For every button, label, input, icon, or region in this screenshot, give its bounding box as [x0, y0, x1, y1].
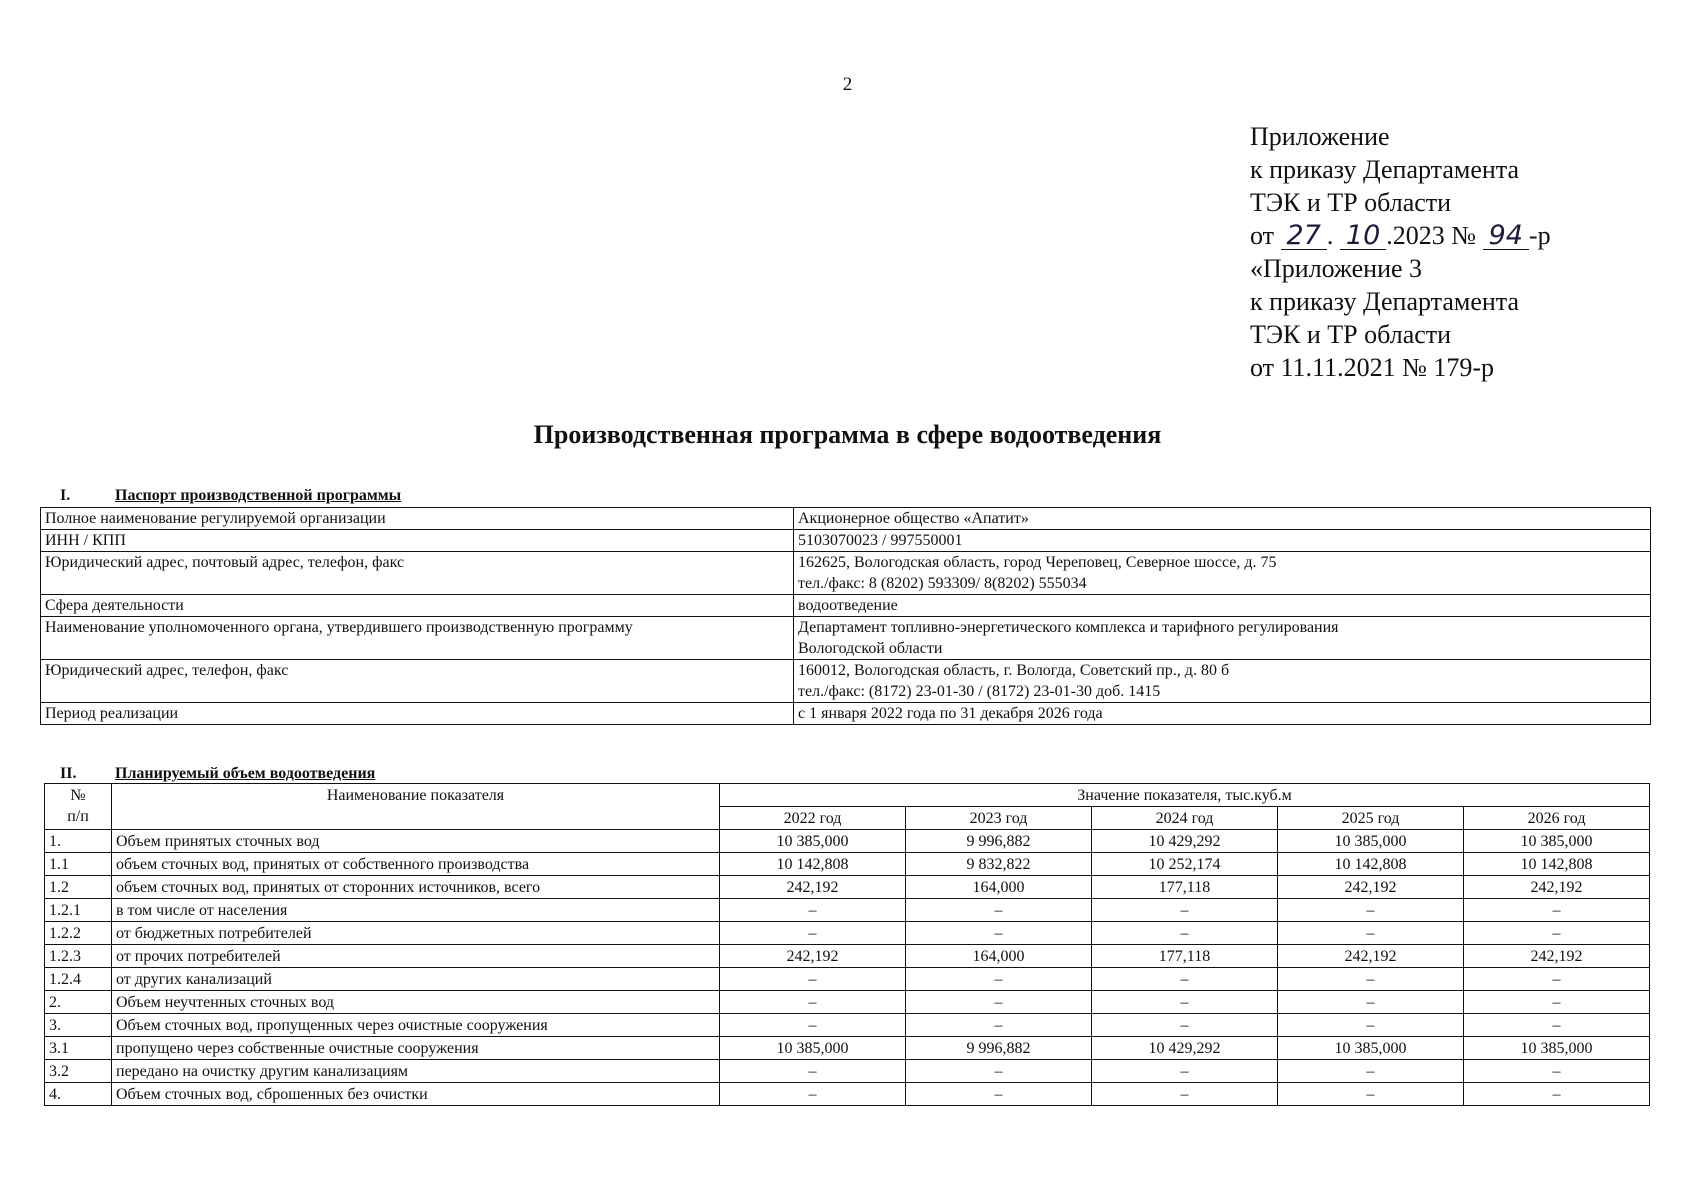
table-row — [45, 1014, 1650, 1037]
row-value: – — [906, 991, 1092, 1014]
row-number: 2. — [45, 991, 112, 1014]
row-value: – — [1278, 968, 1464, 991]
row-value: – — [906, 899, 1092, 922]
passport-value: 160012, Вологодская область, г. Вологда, Советский пр., д. 80 б тел./факс: (8172) 23-01-30 / (8172) 23-01-30 доб. 1415 — [794, 660, 1651, 703]
header-year: 2026 год — [1464, 807, 1650, 830]
row-value: – — [906, 1014, 1092, 1037]
table-row — [45, 968, 1650, 991]
row-value: 10 142,808 — [1464, 853, 1650, 876]
row-number: 4. — [45, 1083, 112, 1106]
passport-row — [41, 552, 1651, 595]
appendix-line: к приказу Департамента — [1250, 155, 1520, 184]
passport-label: Юридический адрес, телефон, факс — [41, 660, 794, 703]
row-value: 242,192 — [1464, 876, 1650, 899]
row-value: 10 385,000 — [1464, 830, 1650, 853]
appendix-line: Приложение — [1250, 122, 1390, 151]
row-value: – — [1464, 991, 1650, 1014]
passport-table — [40, 507, 1651, 725]
row-number: 1. — [45, 830, 112, 853]
order-suffix: -р — [1528, 221, 1551, 250]
row-value: 242,192 — [1464, 945, 1650, 968]
header-number-symbol: № — [70, 787, 86, 804]
row-value: 177,118 — [1092, 876, 1278, 899]
section-number: II. — [60, 765, 77, 782]
passport-row — [41, 530, 1651, 552]
row-name: объем сточных вод, принятых от сторонних источников, всего — [112, 876, 720, 899]
row-value: – — [906, 922, 1092, 945]
header-number — [45, 784, 112, 830]
row-value: – — [1092, 968, 1278, 991]
row-value: 10 385,000 — [720, 830, 906, 853]
row-number: 1.1 — [45, 853, 112, 876]
passport-row — [41, 660, 1651, 703]
passport-value: 5103070023 / 997550001 — [794, 530, 1651, 552]
header-number-abbr: п/п — [67, 808, 89, 825]
header-indicator-name: Наименование показателя — [112, 784, 720, 830]
row-name: Объем неучтенных сточных вод — [112, 991, 720, 1014]
row-value: 10 385,000 — [720, 1037, 906, 1060]
row-value: – — [1464, 899, 1650, 922]
appendix-line: от 11.11.2021 № 179-р — [1250, 353, 1495, 382]
header-year: 2023 год — [906, 807, 1092, 830]
row-value: 242,192 — [720, 945, 906, 968]
row-value: – — [1464, 1083, 1650, 1106]
order-year: .2023 № — [1386, 221, 1477, 250]
section-2-heading — [60, 765, 375, 783]
passport-row — [41, 617, 1651, 660]
row-value: 9 832,822 — [906, 853, 1092, 876]
table-row — [45, 1083, 1650, 1106]
header-year: 2025 год — [1278, 807, 1464, 830]
passport-value: 162625, Вологодская область, город Череповец, Северное шоссе, д. 75 тел./факс: 8 (8202) 593309/ 8(8202) 555034 — [794, 552, 1651, 595]
row-value: – — [1092, 991, 1278, 1014]
row-number: 3. — [45, 1014, 112, 1037]
row-name: Объем принятых сточных вод — [112, 830, 720, 853]
row-number: 1.2.4 — [45, 968, 112, 991]
row-value: 9 996,882 — [906, 830, 1092, 853]
passport-value: Департамент топливно-энергетического комплекса и тарифного регулирования Вологодской области — [794, 617, 1651, 660]
row-value: – — [1092, 1083, 1278, 1106]
row-name: Объем сточных вод, сброшенных без очистки — [112, 1083, 720, 1106]
row-value: – — [1278, 1083, 1464, 1106]
row-name: от прочих потребителей — [112, 945, 720, 968]
row-number: 1.2.2 — [45, 922, 112, 945]
row-value: – — [1092, 1060, 1278, 1083]
appendix-line: к приказу Департамента — [1250, 287, 1520, 316]
passport-label: ИНН / КПП — [41, 530, 794, 552]
row-value: – — [1464, 1060, 1650, 1083]
passport-row — [41, 508, 1651, 530]
appendix-order-line — [1250, 219, 1551, 252]
passport-row — [41, 703, 1651, 725]
row-name: от других канализаций — [112, 968, 720, 991]
row-number: 1.2 — [45, 876, 112, 899]
row-value: – — [906, 1083, 1092, 1106]
row-name: от бюджетных потребителей — [112, 922, 720, 945]
appendix-line: «Приложение 3 — [1250, 254, 1423, 283]
row-value: – — [1278, 899, 1464, 922]
row-value: 10 385,000 — [1464, 1037, 1650, 1060]
document-title: Производственная программа в сфере водоотведения — [533, 420, 1162, 449]
row-value: – — [1464, 922, 1650, 945]
row-name: объем сточных вод, принятых от собственного производства — [112, 853, 720, 876]
passport-label: Юридический адрес, почтовый адрес, телефон, факс — [41, 552, 794, 595]
row-value: – — [906, 968, 1092, 991]
order-prefix: от — [1250, 221, 1275, 250]
row-value: – — [1092, 1014, 1278, 1037]
handwritten-number: 94 — [1483, 223, 1529, 250]
row-value: – — [1278, 991, 1464, 1014]
row-value: 10 142,808 — [720, 853, 906, 876]
appendix-line: ТЭК и ТР области — [1250, 320, 1452, 349]
row-value: – — [720, 991, 906, 1014]
row-value: 177,118 — [1092, 945, 1278, 968]
header-year: 2022 год — [720, 807, 906, 830]
table-row — [45, 1060, 1650, 1083]
table-row — [45, 899, 1650, 922]
row-value: 242,192 — [1278, 945, 1464, 968]
row-value: – — [1464, 1014, 1650, 1037]
section-title: Планируемый объем водоотведения — [115, 765, 376, 782]
row-value: 10 385,000 — [1278, 1037, 1464, 1060]
row-name: Объем сточных вод, пропущенных через очистные сооружения — [112, 1014, 720, 1037]
row-value: 9 996,882 — [906, 1037, 1092, 1060]
table-row — [45, 876, 1650, 899]
row-value: 10 429,292 — [1092, 1037, 1278, 1060]
passport-value: Акционерное общество «Апатит» — [794, 508, 1651, 530]
row-value: – — [1278, 922, 1464, 945]
header-indicator-value: Значение показателя, тыс.куб.м — [720, 784, 1650, 807]
table-row — [45, 1037, 1650, 1060]
appendix-block — [1250, 120, 1551, 384]
row-value: 164,000 — [906, 876, 1092, 899]
passport-row — [41, 595, 1651, 617]
row-value: – — [720, 1060, 906, 1083]
order-sep: . — [1326, 221, 1334, 250]
handwritten-day: 27 — [1281, 223, 1327, 250]
header-year: 2024 год — [1092, 807, 1278, 830]
row-value: – — [1464, 968, 1650, 991]
row-value: 164,000 — [906, 945, 1092, 968]
section-number: I. — [60, 487, 71, 504]
section-title: Паспорт производственной программы — [115, 487, 402, 504]
table-row — [45, 853, 1650, 876]
passport-label: Полное наименование регулируемой организации — [41, 508, 794, 530]
page-number: 2 — [842, 74, 853, 95]
row-number: 1.2.3 — [45, 945, 112, 968]
volume-table — [44, 783, 1650, 1106]
row-value: – — [720, 922, 906, 945]
section-1-heading — [60, 487, 401, 505]
row-number: 3.1 — [45, 1037, 112, 1060]
row-value: – — [1278, 1014, 1464, 1037]
passport-value: водоотведение — [794, 595, 1651, 617]
passport-value: с 1 января 2022 года по 31 декабря 2026 года — [794, 703, 1651, 725]
row-number: 1.2.1 — [45, 899, 112, 922]
row-name: передано на очистку другим канализациям — [112, 1060, 720, 1083]
passport-label: Сфера деятельности — [41, 595, 794, 617]
row-value: 10 385,000 — [1278, 830, 1464, 853]
row-value: – — [720, 1014, 906, 1037]
row-value: 10 429,292 — [1092, 830, 1278, 853]
row-value: – — [720, 899, 906, 922]
row-value: 242,192 — [1278, 876, 1464, 899]
table-row — [45, 922, 1650, 945]
row-value: – — [720, 968, 906, 991]
row-name: пропущено через собственные очистные сооружения — [112, 1037, 720, 1060]
row-value: – — [906, 1060, 1092, 1083]
table-row — [45, 830, 1650, 853]
row-value: 10 252,174 — [1092, 853, 1278, 876]
row-value: 242,192 — [720, 876, 906, 899]
row-value: 10 142,808 — [1278, 853, 1464, 876]
handwritten-month: 10 — [1340, 223, 1386, 250]
row-name: в том числе от населения — [112, 899, 720, 922]
row-value: – — [1278, 1060, 1464, 1083]
table-row — [45, 991, 1650, 1014]
appendix-line: ТЭК и ТР области — [1250, 188, 1452, 217]
passport-label: Период реализации — [41, 703, 794, 725]
row-value: – — [1092, 922, 1278, 945]
table-row — [45, 945, 1650, 968]
passport-label: Наименование уполномоченного органа, утвердившего производственную программу — [41, 617, 794, 660]
row-value: – — [720, 1083, 906, 1106]
row-value: – — [1092, 899, 1278, 922]
row-number: 3.2 — [45, 1060, 112, 1083]
